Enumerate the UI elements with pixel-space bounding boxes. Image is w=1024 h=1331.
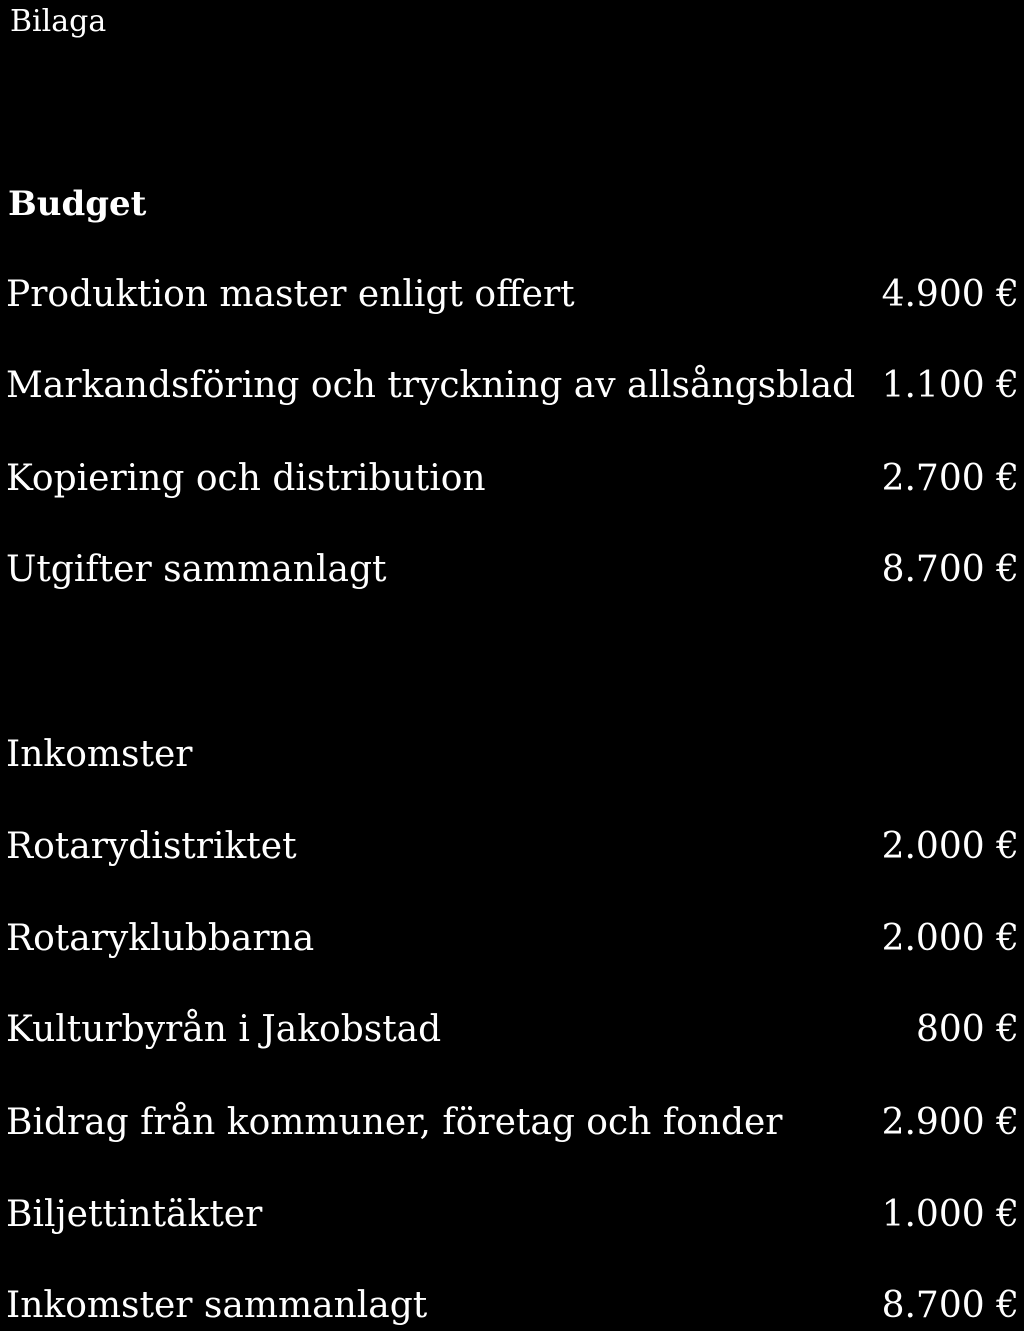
income-label: Rotaryklubbarna (6, 918, 315, 959)
income-heading (6, 730, 1019, 780)
income-label: Rotarydistriktet (6, 826, 297, 867)
expense-amount: 2.700 € (881, 458, 1019, 499)
income-total-row (6, 1281, 1019, 1331)
expense-row (6, 454, 1019, 504)
income-row (6, 1098, 1019, 1148)
income-label: Kulturbyrån i Jakobstad (6, 1009, 442, 1050)
income-row (6, 914, 1019, 964)
attachment-label: Bilaga (10, 4, 107, 39)
expenses-total-amount: 8.700 € (881, 549, 1019, 590)
expense-amount: 1.100 € (881, 365, 1019, 406)
expense-amount: 4.900 € (881, 274, 1019, 315)
income-label: Biljettintäkter (6, 1194, 263, 1235)
expense-label: Produktion master enligt offert (6, 274, 575, 315)
expense-row (6, 361, 1019, 411)
budget-heading: Budget (8, 184, 147, 224)
income-amount: 800 € (915, 1009, 1019, 1050)
income-amount: 2.000 € (881, 918, 1019, 959)
income-total-label: Inkomster sammanlagt (6, 1285, 428, 1326)
expense-label: Markandsföring och tryckning av allsångsblad (6, 365, 856, 406)
income-amount: 2.900 € (881, 1102, 1019, 1143)
expense-row (6, 270, 1019, 320)
income-total-amount: 8.700 € (881, 1285, 1019, 1326)
income-label: Bidrag från kommuner, företag och fonder (6, 1102, 783, 1143)
income-heading-label: Inkomster (6, 734, 193, 775)
expenses-total-label: Utgifter sammanlagt (6, 549, 387, 590)
expense-label: Kopiering och distribution (6, 458, 486, 499)
expenses-total-row (6, 545, 1019, 595)
income-row (6, 1190, 1019, 1240)
income-amount: 1.000 € (881, 1194, 1019, 1235)
income-row (6, 1005, 1019, 1055)
income-row (6, 822, 1019, 872)
income-amount: 2.000 € (881, 826, 1019, 867)
